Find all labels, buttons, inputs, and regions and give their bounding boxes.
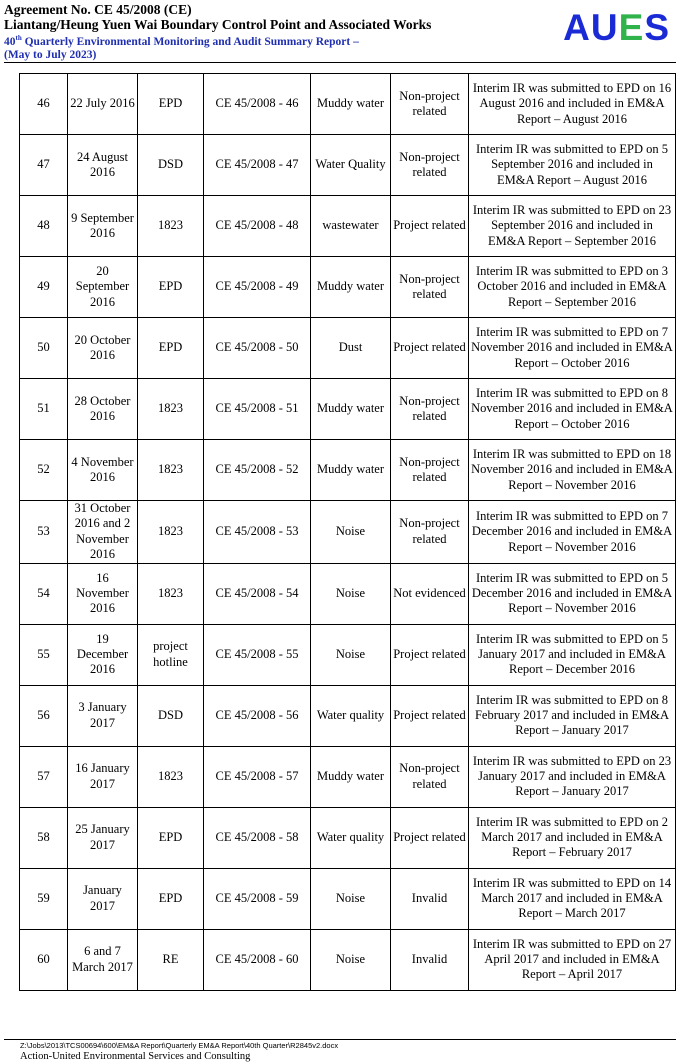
cell-subject: Muddy water xyxy=(311,74,391,135)
cell-status: Interim IR was submitted to EPD on 27 April 2017 and included in EM&A Report – April 2017 xyxy=(469,929,676,990)
table-row xyxy=(20,807,676,868)
cell-status: Interim IR was submitted to EPD on 18 November 2016 and included in EM&A Report – November 2016 xyxy=(469,440,676,501)
cell-outcome: Invalid xyxy=(391,868,469,929)
table-row xyxy=(20,74,676,135)
file-path: Z:\Jobs\2013\TCS00694\600\EM&A Report\Quarterly EM&A Report\40th Quarter\R2845v2.docx xyxy=(20,1041,339,1050)
cell-reference: CE 45/2008 - 59 xyxy=(204,868,311,929)
cell-date: 19 December 2016 xyxy=(68,624,138,685)
table-row xyxy=(20,257,676,318)
cell-date: 16 January 2017 xyxy=(68,746,138,807)
cell-status: Interim IR was submitted to EPD on 16 August 2016 and included in EM&A Report – August 2016 xyxy=(469,74,676,135)
cell-outcome: Project related xyxy=(391,196,469,257)
agreement-number: Agreement No. CE 45/2008 (CE) xyxy=(4,2,192,17)
cell-date: 3 January 2017 xyxy=(68,685,138,746)
cell-reference: CE 45/2008 - 47 xyxy=(204,135,311,196)
document-header xyxy=(4,2,676,62)
cell-subject: Noise xyxy=(311,563,391,624)
cell-source: EPD xyxy=(138,807,204,868)
document-footer xyxy=(20,1040,670,1063)
cell-status: Interim IR was submitted to EPD on 3 October 2016 and included in EM&A Report – September 2016 xyxy=(469,257,676,318)
table-row xyxy=(20,563,676,624)
cell-status: Interim IR was submitted to EPD on 23 January 2017 and included in EM&A Report – January 2017 xyxy=(469,746,676,807)
cell-outcome: Non-project related xyxy=(391,379,469,440)
cell-reference: CE 45/2008 - 56 xyxy=(204,685,311,746)
company-name: Action-United Environmental Services and Consulting xyxy=(20,1051,251,1062)
cell-status: Interim IR was submitted to EPD on 14 March 2017 and included in EM&A Report – March 2017 xyxy=(469,868,676,929)
report-number-suffix: th xyxy=(15,34,22,42)
cell-reference: CE 45/2008 - 53 xyxy=(204,501,311,564)
cell-outcome: Non-project related xyxy=(391,501,469,564)
table-row xyxy=(20,440,676,501)
complaint-log-body xyxy=(20,74,676,991)
cell-subject: Water quality xyxy=(311,685,391,746)
aues-logo xyxy=(563,8,670,48)
cell-reference: CE 45/2008 - 51 xyxy=(204,379,311,440)
cell-date: 31 October 2016 and 2 November 2016 xyxy=(68,501,138,564)
cell-date: 25 January 2017 xyxy=(68,807,138,868)
cell-subject: Muddy water xyxy=(311,257,391,318)
complaint-log-table-container xyxy=(19,73,675,991)
cell-source: EPD xyxy=(138,318,204,379)
table-row xyxy=(20,379,676,440)
cell-reference: CE 45/2008 - 55 xyxy=(204,624,311,685)
cell-log-number: 56 xyxy=(20,685,68,746)
cell-status: Interim IR was submitted to EPD on 8 November 2016 and included in EM&A Report – October 2016 xyxy=(469,379,676,440)
cell-source: EPD xyxy=(138,868,204,929)
table-row xyxy=(20,196,676,257)
logo-part-au: AU xyxy=(563,7,619,48)
cell-status: Interim IR was submitted to EPD on 5 September 2016 and included in EM&A Report – August 2016 xyxy=(469,135,676,196)
cell-outcome: Not evidenced xyxy=(391,563,469,624)
cell-reference: CE 45/2008 - 46 xyxy=(204,74,311,135)
cell-log-number: 47 xyxy=(20,135,68,196)
cell-subject: Noise xyxy=(311,501,391,564)
cell-subject: wastewater xyxy=(311,196,391,257)
cell-outcome: Project related xyxy=(391,685,469,746)
cell-subject: Dust xyxy=(311,318,391,379)
complaint-log-table xyxy=(19,73,676,991)
cell-log-number: 53 xyxy=(20,501,68,564)
cell-date: 20 September 2016 xyxy=(68,257,138,318)
table-row xyxy=(20,929,676,990)
cell-reference: CE 45/2008 - 50 xyxy=(204,318,311,379)
cell-source: 1823 xyxy=(138,563,204,624)
cell-log-number: 54 xyxy=(20,563,68,624)
header-divider xyxy=(4,62,676,63)
cell-subject: Noise xyxy=(311,868,391,929)
cell-source: 1823 xyxy=(138,379,204,440)
cell-date: 16 November 2016 xyxy=(68,563,138,624)
cell-source: 1823 xyxy=(138,196,204,257)
table-row xyxy=(20,318,676,379)
cell-reference: CE 45/2008 - 60 xyxy=(204,929,311,990)
cell-reference: CE 45/2008 - 54 xyxy=(204,563,311,624)
cell-log-number: 60 xyxy=(20,929,68,990)
cell-log-number: 50 xyxy=(20,318,68,379)
cell-subject: Noise xyxy=(311,929,391,990)
cell-status: Interim IR was submitted to EPD on 23 September 2016 and included in EM&A Report – September 2016 xyxy=(469,196,676,257)
cell-log-number: 48 xyxy=(20,196,68,257)
cell-reference: CE 45/2008 - 49 xyxy=(204,257,311,318)
cell-date: 6 and 7 March 2017 xyxy=(68,929,138,990)
report-title-text: Quarterly Environmental Monitoring and Audit Summary Report – xyxy=(21,35,359,48)
cell-outcome: Project related xyxy=(391,318,469,379)
cell-subject: Noise xyxy=(311,624,391,685)
cell-outcome: Non-project related xyxy=(391,135,469,196)
cell-source: DSD xyxy=(138,135,204,196)
cell-status: Interim IR was submitted to EPD on 7 December 2016 and included in EM&A Report – November 2016 xyxy=(469,501,676,564)
cell-reference: CE 45/2008 - 58 xyxy=(204,807,311,868)
cell-log-number: 52 xyxy=(20,440,68,501)
cell-subject: Muddy water xyxy=(311,440,391,501)
cell-outcome: Non-project related xyxy=(391,746,469,807)
cell-source: EPD xyxy=(138,257,204,318)
cell-status: Interim IR was submitted to EPD on 8 February 2017 and included in EM&A Report – January 2017 xyxy=(469,685,676,746)
cell-log-number: 49 xyxy=(20,257,68,318)
cell-log-number: 55 xyxy=(20,624,68,685)
cell-log-number: 58 xyxy=(20,807,68,868)
table-row xyxy=(20,746,676,807)
cell-log-number: 59 xyxy=(20,868,68,929)
logo-part-e: E xyxy=(618,7,645,48)
cell-source: DSD xyxy=(138,685,204,746)
cell-outcome: Project related xyxy=(391,624,469,685)
cell-reference: CE 45/2008 - 48 xyxy=(204,196,311,257)
cell-outcome: Non-project related xyxy=(391,74,469,135)
cell-log-number: 57 xyxy=(20,746,68,807)
cell-source: project hotline xyxy=(138,624,204,685)
cell-source: 1823 xyxy=(138,746,204,807)
cell-date: 4 November 2016 xyxy=(68,440,138,501)
table-row xyxy=(20,868,676,929)
cell-subject: Muddy water xyxy=(311,746,391,807)
logo-part-s: S xyxy=(644,7,670,48)
cell-log-number: 51 xyxy=(20,379,68,440)
cell-log-number: 46 xyxy=(20,74,68,135)
report-period: (May to July 2023) xyxy=(4,48,97,61)
table-row xyxy=(20,624,676,685)
cell-outcome: Non-project related xyxy=(391,440,469,501)
cell-date: 22 July 2016 xyxy=(68,74,138,135)
cell-status: Interim IR was submitted to EPD on 7 November 2016 and included in EM&A Report – October 2016 xyxy=(469,318,676,379)
cell-subject: Water quality xyxy=(311,807,391,868)
cell-outcome: Invalid xyxy=(391,929,469,990)
cell-status: Interim IR was submitted to EPD on 5 December 2016 and included in EM&A Report – November 2016 xyxy=(469,563,676,624)
table-row xyxy=(20,685,676,746)
report-number: 40 xyxy=(4,35,16,48)
table-row xyxy=(20,135,676,196)
cell-source: EPD xyxy=(138,74,204,135)
cell-subject: Muddy water xyxy=(311,379,391,440)
cell-source: 1823 xyxy=(138,440,204,501)
cell-subject: Water Quality xyxy=(311,135,391,196)
cell-date: 9 September 2016 xyxy=(68,196,138,257)
cell-status: Interim IR was submitted to EPD on 5 January 2017 and included in EM&A Report – December 2016 xyxy=(469,624,676,685)
cell-source: RE xyxy=(138,929,204,990)
cell-source: 1823 xyxy=(138,501,204,564)
cell-reference: CE 45/2008 - 52 xyxy=(204,440,311,501)
cell-date: 28 October 2016 xyxy=(68,379,138,440)
cell-reference: CE 45/2008 - 57 xyxy=(204,746,311,807)
table-row xyxy=(20,501,676,564)
cell-outcome: Project related xyxy=(391,807,469,868)
cell-date: 20 October 2016 xyxy=(68,318,138,379)
cell-status: Interim IR was submitted to EPD on 2 March 2017 and included in EM&A Report – February 2017 xyxy=(469,807,676,868)
cell-outcome: Non-project related xyxy=(391,257,469,318)
cell-date: 24 August 2016 xyxy=(68,135,138,196)
project-title: Liantang/Heung Yuen Wai Boundary Control Point and Associated Works xyxy=(4,17,432,32)
cell-date: January 2017 xyxy=(68,868,138,929)
